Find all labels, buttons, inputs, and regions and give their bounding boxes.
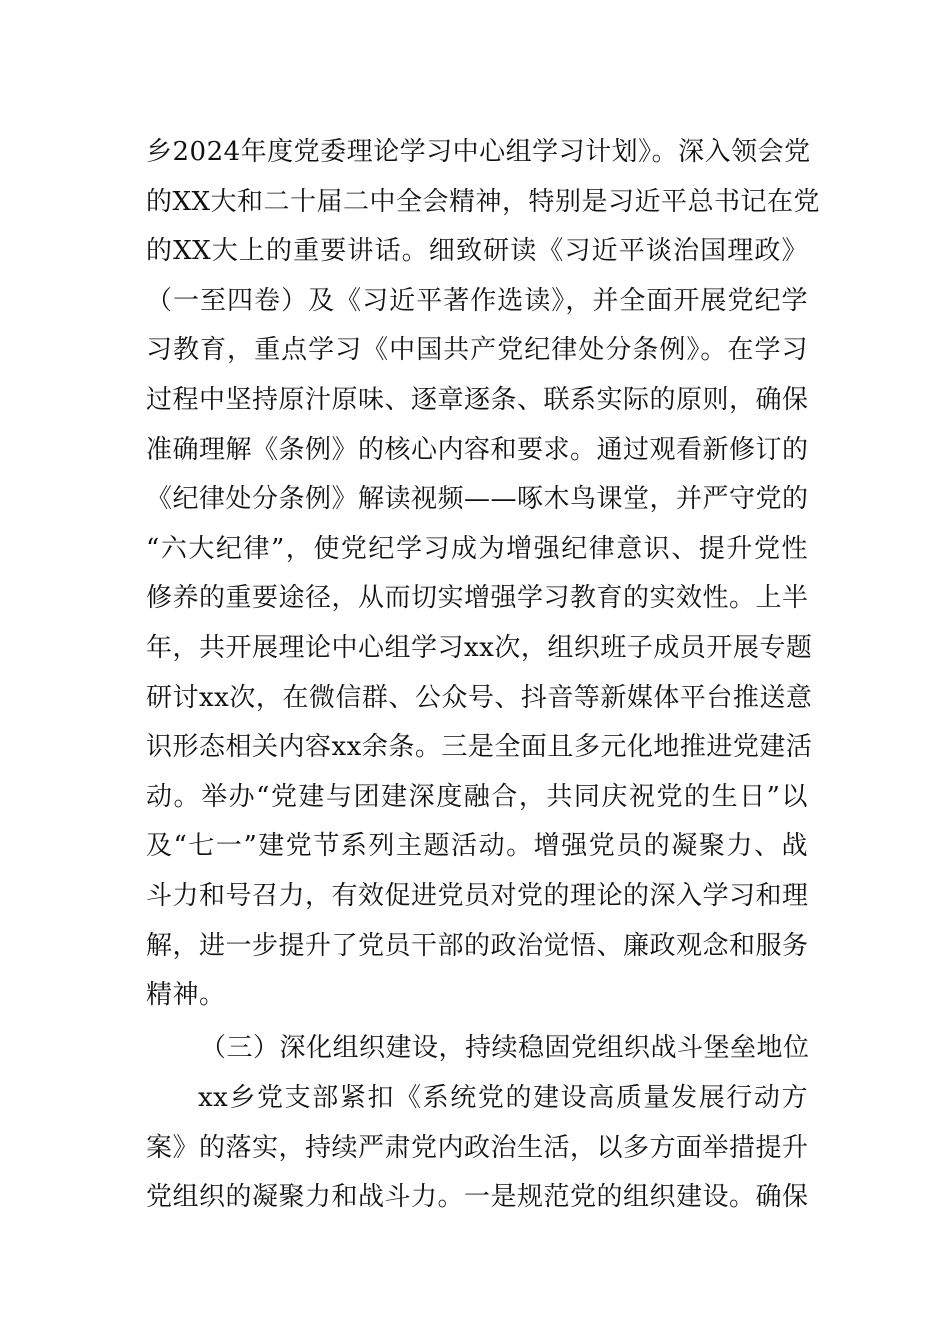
paragraph-line: “六大纪律”，使党纪学习成为增强纪律意识、提升党性 [146,533,808,564]
paragraph-line: 动。举办“党建与团建深度融合，共同庆祝党的生日”以 [146,781,808,812]
section-heading: （三）深化组织建设，持续稳固党组织战斗堡垒地位 [200,1033,810,1063]
paragraph-line: （一至四卷）及《习近平著作选读》，并全面开展党纪学 [146,285,808,316]
paragraph-line: 党组织的凝聚力和战斗力。一是规范党的组织建设。确保 [146,1182,809,1213]
paragraph-line: 及“七一”建党节系列主题活动。增强党员的凝聚力、战 [146,831,808,862]
paragraph-line: 乡2024年度党委理论学习中心组学习计划》。深入领会党 [146,137,811,167]
paragraph-line: 研讨xx次，在微信群、公众号、抖音等新媒体平台推送意 [146,682,813,713]
paragraph-line: 解，进一步提升了党员干部的政治觉悟、廉政观念和服务 [146,930,809,961]
paragraph-line: 的XX大和二十届二中全会精神，特别是习近平总书记在党 [146,186,821,217]
paragraph-line: 年，共开展理论中心组学习xx次，组织班子成员开展专题 [146,633,813,663]
paragraph-line: 的XX大上的重要讲话。细致研读《习近平谈治国理政》 [146,236,808,267]
paragraph-line: 识形态相关内容xx余条。三是全面且多元化地推进党建活 [146,732,813,763]
paragraph-line: 《纪律处分条例》解读视频——啄木鸟课堂，并严守党的 [146,484,809,515]
paragraph-line: 斗力和号召力，有效促进党员对党的理论的深入学习和理 [146,881,809,911]
paragraph-line: 过程中坚持原汁原味、逐章逐条、联系实际的原则，确保 [146,385,809,415]
paragraph-line: xx乡党支部紧扣《系统党的建设高质量发展行动方 [198,1083,808,1113]
paragraph-line: 习教育，重点学习《中国共产党纪律处分条例》。在学习 [146,335,808,366]
paragraph-line: 准确理解《条例》的核心内容和要求。通过观看新修订的 [146,434,809,465]
paragraph-line: 修养的重要途径，从而切实增强学习教育的实效性。上半 [146,583,809,614]
paragraph-line: 精神。 [146,980,226,1011]
paragraph-line: 案》的落实，持续严肃党内政治生活，以多方面举措提升 [146,1132,809,1163]
